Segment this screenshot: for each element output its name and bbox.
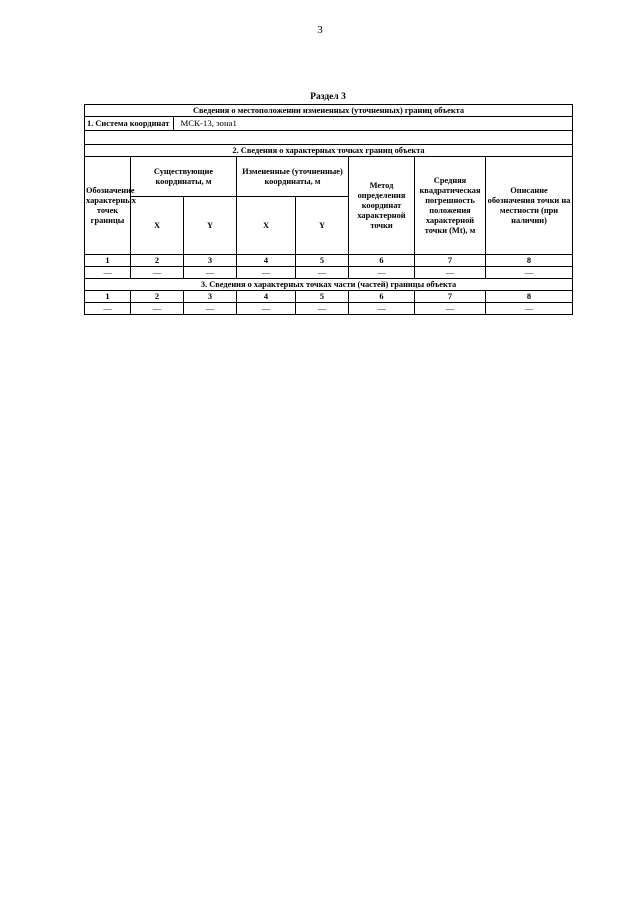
col-number: 3 [184,291,237,303]
blank-row [85,131,573,145]
header-changed-y: Y [296,197,349,255]
boundary-table [84,104,573,315]
header-changed-coords: Измененные (уточненные) координаты, м [237,157,349,197]
header-description: Описание обозначения точки на местности (при наличии) [486,157,573,255]
col-number: 4 [237,255,296,267]
table-cell: — [349,303,415,315]
coord-system-value: МСК-13, зона1 [180,118,237,128]
table-cell: — [131,267,184,279]
part2-title: 2. Сведения о характерных точках границ объекта [85,145,573,157]
header-error: Средняя квадратическая погрешность положения характерной точки (Mt), м [415,157,486,255]
header-designation: Обозначение характерных точек границы [85,157,131,255]
page-number: 3 [317,24,323,36]
col-number: 5 [296,255,349,267]
table-cell: — [184,303,237,315]
header-existing-y: Y [184,197,237,255]
table-cell: — [486,303,573,315]
table-cell: — [237,303,296,315]
col-number: 7 [415,291,486,303]
col-number: 8 [486,291,573,303]
section-title: Раздел 3 [310,92,346,102]
table-cell: — [296,267,349,279]
col-number: 8 [486,255,573,267]
col-number: 3 [184,255,237,267]
header-existing-x: X [131,197,184,255]
col-number: 2 [131,255,184,267]
table-cell: — [131,303,184,315]
part3-title: 3. Сведения о характерных точках части (частей) границы объекта [85,279,573,291]
col-number: 4 [237,291,296,303]
header-changed-x: X [237,197,296,255]
table-cell: — [486,267,573,279]
table-cell: — [296,303,349,315]
table-cell: — [85,303,131,315]
table-cell: — [85,267,131,279]
col-number: 1 [85,255,131,267]
table-cell: — [349,267,415,279]
part2-numbers-row [85,255,573,267]
col-number: 6 [349,291,415,303]
col-number: 7 [415,255,486,267]
coord-system-row [85,117,573,131]
table-cell: — [415,303,486,315]
col-number: 1 [85,291,131,303]
part2-data-row [85,267,573,279]
header-method: Метод определения координат характерной точки [349,157,415,255]
table-cell: — [415,267,486,279]
header-existing-coords: Существующие координаты, м [131,157,237,197]
table-cell: — [184,267,237,279]
col-number: 2 [131,291,184,303]
part3-data-row [85,303,573,315]
coord-system-label: 1. Система координат [85,117,174,130]
table-cell: — [237,267,296,279]
col-number: 6 [349,255,415,267]
part3-numbers-row [85,291,573,303]
col-number: 5 [296,291,349,303]
table-title: Сведения о местоположении измененных (уточненных) границ объекта [85,105,573,117]
